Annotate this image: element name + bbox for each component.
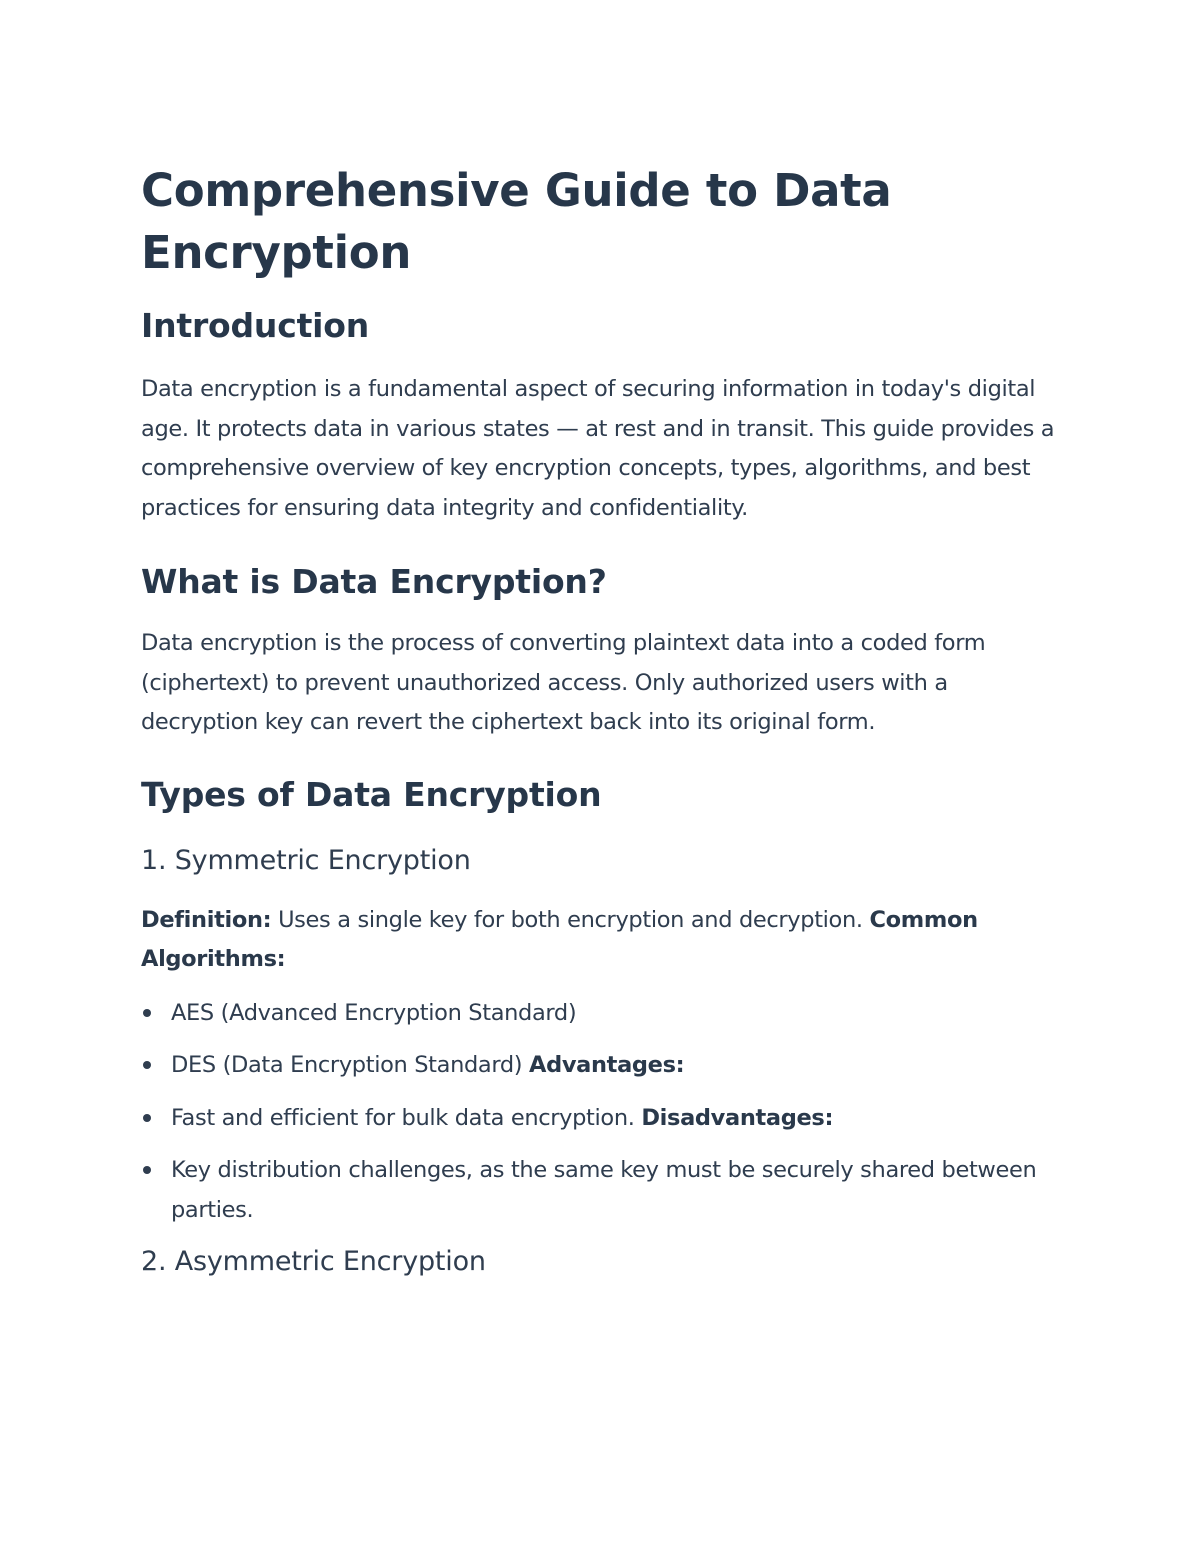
list-item-text: Fast and efficient for bulk data encryption.: [171, 1104, 642, 1131]
bullet-icon: [143, 1009, 151, 1017]
what-is-paragraph: Data encryption is the process of converting plaintext data into a coded form (ciphertext) to prevent unauthorized access. Only authorized users with a decryption key can revert the ciphertext back into its original form.: [141, 630, 986, 735]
symmetric-heading: 1. Symmetric Encryption: [141, 844, 471, 876]
bullet-icon: [143, 1114, 151, 1122]
symmetric-definition-paragraph: [141, 901, 1071, 980]
algorithms-label: Common Algorithms:: [141, 906, 978, 972]
list-item: [141, 1151, 1071, 1230]
bullet-icon: [143, 1061, 151, 1069]
introduction-heading: Introduction: [141, 306, 370, 345]
list-item-bold: Advantages:: [529, 1052, 685, 1078]
list-item: [141, 1099, 1071, 1139]
list-item-text: Key distribution challenges, as the same key must be securely shared between parties.: [171, 1157, 1037, 1223]
document-title: Comprehensive Guide to Data Encryption: [141, 164, 892, 279]
list-item-text: AES (Advanced Encryption Standard): [171, 999, 577, 1026]
asymmetric-heading: 2. Asymmetric Encryption: [141, 1246, 486, 1277]
document-page: [141, 160, 1071, 1280]
bullet-icon: [143, 1166, 151, 1174]
list-item-bold: Disadvantages:: [641, 1104, 834, 1131]
introduction-paragraph: Data encryption is a fundamental aspect of securing information in today's digital age. It protects data in various states — at rest and in transit. This guide provides a comprehensive overview of key encryption concepts, types, algorithms, and best practices for ensuring data integrity and confidentiality.: [141, 376, 1055, 521]
types-heading: Types of Data Encryption: [141, 774, 602, 814]
definition-label: Definition:: [141, 906, 272, 933]
list-item-text: DES (Data Encryption Standard): [171, 1052, 530, 1078]
what-is-heading: What is Data Encryption?: [141, 562, 607, 601]
list-item: [141, 994, 1071, 1034]
definition-text: Uses a single key for both encryption and decryption.: [271, 906, 870, 933]
list-item: [141, 1046, 1071, 1086]
symmetric-list: [141, 994, 1071, 1231]
